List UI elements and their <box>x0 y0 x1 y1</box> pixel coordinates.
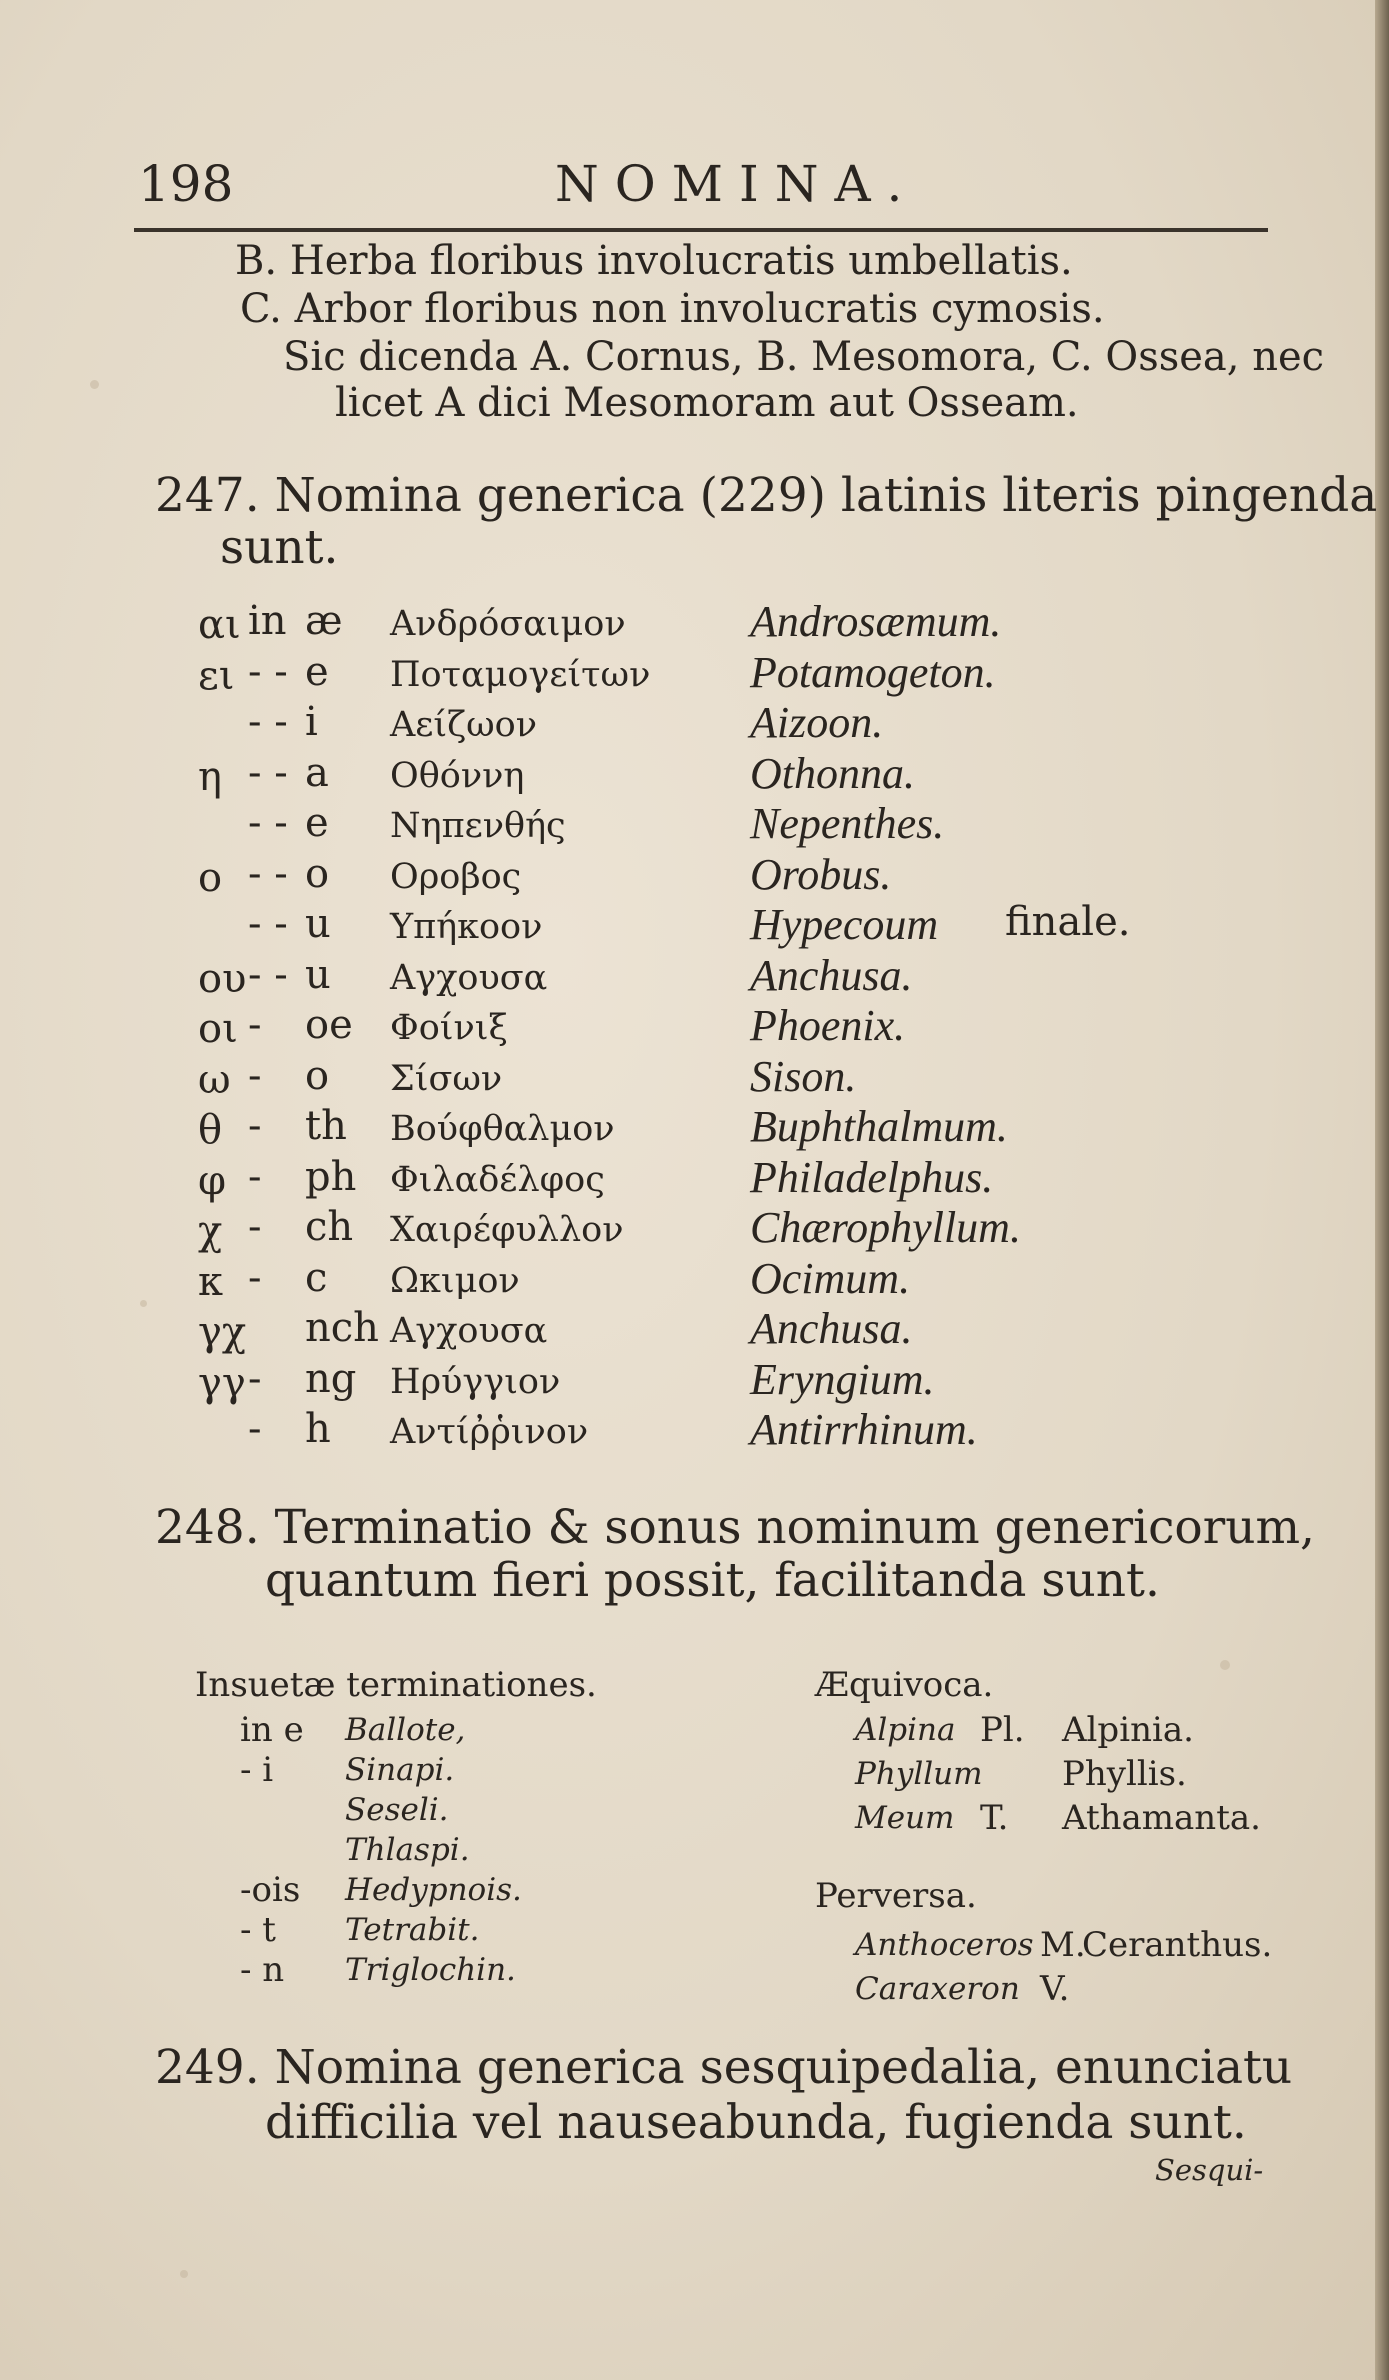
greek-word: Νηπενθής <box>390 806 566 846</box>
latin-word: Philadelphus. <box>750 1152 994 1202</box>
intro-line: licet A dici Mesomoram aut Osseam. <box>335 380 1079 426</box>
latin-word: Potamogeton. <box>750 647 996 697</box>
section-249-line: difficilia vel nauseabunda, fugienda sunt. <box>265 2095 1247 2150</box>
section-247-line: 247. Nomina generica (229) latinis literis pingenda <box>155 468 1378 523</box>
greek-word: Ανδρόσαιμον <box>390 604 626 644</box>
greek-letter: αι <box>198 602 241 648</box>
paper-spot <box>90 380 99 389</box>
greek-word: Αγχουσα <box>390 957 548 998</box>
paper-spot <box>1220 1660 1230 1670</box>
latin-word: Sison. <box>750 1051 857 1101</box>
greek-letter: γγ <box>198 1359 246 1406</box>
alternative-name: Alpinia. <box>1062 1710 1194 1750</box>
dash: - <box>248 1153 262 1200</box>
latin-word: Antirrhinum. <box>750 1405 978 1454</box>
latin-word: Anchusa. <box>750 950 913 1000</box>
equivocal-word: Alpina <box>855 1712 956 1748</box>
latin-word: Hypecoum <box>750 900 939 949</box>
dash: - - <box>248 749 288 796</box>
latin-letter: u <box>305 901 331 947</box>
greek-letter: χ <box>198 1208 223 1254</box>
dash: - - <box>248 901 288 947</box>
greek-letter: θ <box>198 1107 223 1153</box>
perverse-word: Caraxeron <box>855 1971 1020 2007</box>
greek-letter: κ <box>198 1258 223 1305</box>
ending-prefix: - n <box>240 1950 285 1990</box>
section-249-line: 249. Nomina generica sesquipedalia, enunciatu <box>155 2040 1293 2095</box>
intro-line: Sic dicenda A. Cornus, B. Mesomora, C. Ossea, nec <box>283 334 1325 380</box>
insuetae-heading: Insuetæ terminationes. <box>195 1665 597 1705</box>
ending-example: Triglochin. <box>345 1952 516 1988</box>
alternative-name: Ceranthus. <box>1082 1925 1273 1965</box>
author-abbrev: T. <box>980 1798 1009 1838</box>
greek-word: Φοίνιξ <box>390 1008 508 1048</box>
paper-spot <box>180 2270 188 2278</box>
perverse-word: Anthoceros <box>855 1927 1034 1963</box>
latin-word: Nepenthes. <box>750 799 945 848</box>
dash: - - <box>248 850 288 897</box>
greek-letter: ου <box>198 955 247 1002</box>
dash: - <box>248 1406 262 1452</box>
latin-letter: æ <box>305 598 343 644</box>
greek-word: Ηρύγγιον <box>390 1361 561 1402</box>
author-abbrev: M. <box>1040 1925 1086 1965</box>
alternative-name: Athamanta. <box>1062 1798 1261 1838</box>
dash: - <box>248 1254 262 1301</box>
ending-prefix: - i <box>240 1750 274 1790</box>
alternative-name: Phyllis. <box>1062 1754 1187 1794</box>
ending-example: Hedypnois. <box>345 1872 522 1908</box>
perversa-heading: Perversa. <box>815 1876 977 1916</box>
dash: - <box>248 1002 262 1048</box>
equivocal-word: Phyllum <box>855 1756 983 1792</box>
equivocal-word: Meum <box>855 1800 955 1836</box>
latin-note: finale. <box>1005 899 1131 945</box>
latin-word: Androsæmum. <box>750 597 1002 646</box>
latin-letter: o <box>305 850 330 897</box>
dash: - - <box>248 800 288 846</box>
latin-word: Aizoon. <box>750 698 884 747</box>
dash: - - <box>248 699 288 745</box>
latin-letter: ng <box>305 1355 357 1402</box>
latin-letter: a <box>305 749 329 796</box>
greek-letter: ο <box>198 854 223 901</box>
aequivoca-heading: Æquivoca. <box>815 1665 994 1705</box>
ending-example: Thlaspi. <box>345 1832 470 1868</box>
dash: - <box>248 1052 262 1099</box>
intro-line: C. Arbor floribus non involucratis cymosis. <box>240 286 1105 332</box>
page-edge <box>1375 0 1389 2380</box>
latin-word: Eryngium. <box>750 1354 935 1404</box>
greek-word: Φιλαδέλφος <box>390 1159 605 1200</box>
latin-letter: h <box>305 1406 331 1452</box>
greek-word: Βούφθαλμον <box>390 1109 615 1149</box>
dash: - <box>248 1204 262 1250</box>
greek-word: Ωκιμον <box>390 1260 520 1301</box>
section-248-line: quantum fieri possit, facilitanda sunt. <box>265 1553 1160 1608</box>
latin-letter: nch <box>305 1305 379 1351</box>
greek-letter: ω <box>198 1056 231 1103</box>
latin-letter: oe <box>305 1002 353 1048</box>
latin-letter: i <box>305 699 318 745</box>
ending-example: Tetrabit. <box>345 1912 480 1948</box>
author-abbrev: Pl. <box>980 1710 1025 1750</box>
header-rule <box>134 228 1268 232</box>
running-head: NOMINA. <box>555 155 919 213</box>
greek-letter: γχ <box>198 1309 247 1355</box>
latin-letter: ph <box>305 1153 357 1200</box>
dash: in <box>248 598 287 644</box>
latin-letter: c <box>305 1254 328 1301</box>
dash: - <box>248 1355 262 1402</box>
greek-word: Αείζωον <box>390 705 537 745</box>
ending-prefix: -ois <box>240 1870 301 1910</box>
latin-letter: e <box>305 800 329 846</box>
greek-letter: ει <box>198 652 235 699</box>
ending-example: Sinapi. <box>345 1752 455 1788</box>
ending-prefix: in e <box>240 1710 304 1750</box>
catchword: Sesqui- <box>1155 2153 1264 2187</box>
latin-word: Buphthalmum. <box>750 1102 1008 1151</box>
dash: - <box>248 1103 262 1149</box>
dash: - - <box>248 648 288 695</box>
latin-word: Orobus. <box>750 849 892 899</box>
intro-line: B. Herba floribus involucratis umbellatis. <box>235 238 1073 284</box>
latin-word: Othonna. <box>750 748 915 798</box>
latin-word: Ocimum. <box>750 1253 911 1303</box>
greek-word: Οθόννη <box>390 755 525 796</box>
author-abbrev: V. <box>1040 1969 1070 2009</box>
ending-prefix: - t <box>240 1910 276 1950</box>
latin-word: Phoenix. <box>750 1001 906 1050</box>
greek-letter: η <box>198 753 222 800</box>
greek-word: Υπήκοον <box>390 907 543 947</box>
latin-word: Chærophyllum. <box>750 1203 1021 1252</box>
latin-word: Anchusa. <box>750 1304 913 1353</box>
latin-letter: u <box>305 951 331 998</box>
latin-letter: ch <box>305 1204 354 1250</box>
paper-spot <box>140 1300 147 1307</box>
greek-letter: οι <box>198 1006 238 1052</box>
section-247-line: sunt. <box>220 520 339 575</box>
greek-word: Οροβος <box>390 856 522 897</box>
ending-example: Seseli. <box>345 1792 449 1828</box>
greek-letter: φ <box>198 1157 227 1204</box>
ending-example: Ballote, <box>345 1712 466 1748</box>
latin-letter: o <box>305 1052 330 1099</box>
greek-word: Αντίῤῥινον <box>390 1412 589 1452</box>
dash: - - <box>248 951 288 998</box>
latin-letter: th <box>305 1103 347 1149</box>
greek-word: Ποταμογείτων <box>390 654 651 695</box>
greek-word: Αγχουσα <box>390 1311 548 1351</box>
greek-word: Σίσων <box>390 1058 503 1099</box>
latin-letter: e <box>305 648 329 695</box>
greek-word: Χαιρέφυλλον <box>390 1210 624 1250</box>
section-248-line: 248. Terminatio & sonus nominum genericorum, <box>155 1500 1315 1555</box>
page-number: 198 <box>138 155 234 213</box>
